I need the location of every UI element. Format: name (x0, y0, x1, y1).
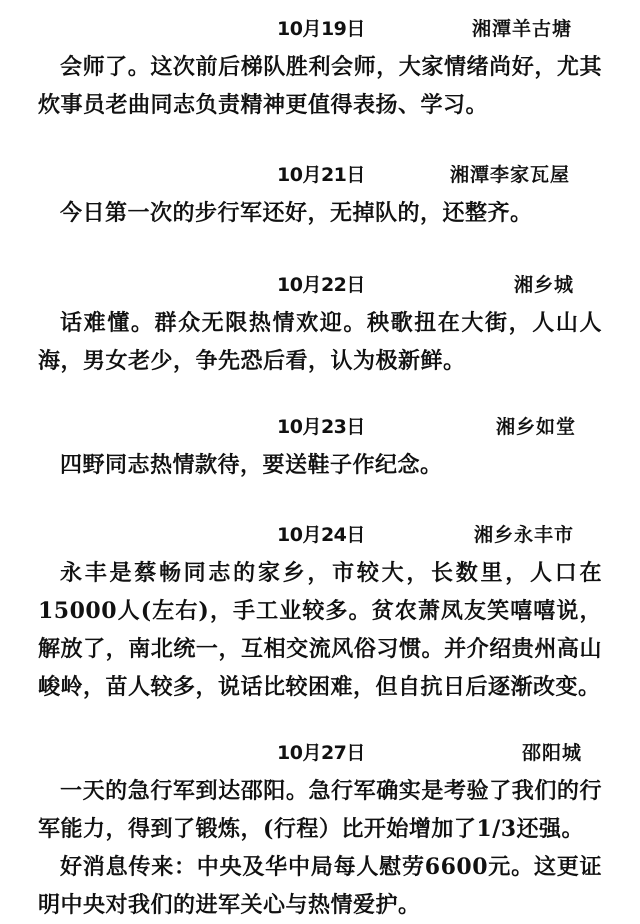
diary-entry (0, 270, 640, 380)
entry-place: 湘潭羊古塘 (472, 18, 573, 40)
entry-date: 10月23日 (277, 416, 365, 438)
entry-header (0, 738, 640, 772)
entry-header (0, 160, 640, 194)
diary-entry (0, 412, 640, 484)
diary-entry (0, 738, 640, 924)
entry-place: 邵阳城 (522, 742, 583, 764)
entry-paragraph: 四野同志热情款待，要送鞋子作纪念。 (60, 452, 443, 478)
entry-header (0, 270, 640, 304)
entry-paragraph: 一天的急行军到达邵阳。急行军确实是考验了我们的行军能力，得到了锻炼，(行程）比开始增加了1/3还强。 (38, 778, 602, 842)
entry-date: 10月21日 (277, 164, 365, 186)
entry-date: 10月27日 (277, 742, 365, 764)
entry-header (0, 14, 640, 48)
diary-entry (0, 160, 640, 232)
entry-paragraph: 永丰是蔡畅同志的家乡，市较大，长数里，人口在15000人(左右)，手工业较多。贫农萧凤友笑嘻嘻说，解放了，南北统一，互相交流风俗习惯。并介绍贵州高山峻岭，苗人较多，说话比较困难，但自抗日后逐渐改变。 (38, 560, 602, 700)
entry-header (0, 520, 640, 554)
entry-paragraph: 会师了。这次前后梯队胜利会师，大家情绪尚好，尤其炊事员老曲同志负责精神更值得表扬、学习。 (38, 54, 602, 118)
entry-header (0, 412, 640, 446)
entry-place: 湘乡永丰市 (474, 524, 575, 546)
entry-paragraph: 好消息传来：中央及华中局每人慰劳6600元。这更证明中央对我们的进军关心与热情爱护。 (38, 854, 602, 918)
entry-paragraph: 今日第一次的步行军还好，无掉队的，还整齐。 (60, 200, 533, 226)
entry-date: 10月24日 (277, 524, 365, 546)
entry-place: 湘潭李家瓦屋 (450, 164, 571, 186)
diary-entry (0, 14, 640, 124)
diary-entry (0, 520, 640, 706)
entry-place: 湘乡城 (514, 274, 575, 296)
entry-date: 10月22日 (277, 274, 365, 296)
entry-paragraph: 话难懂。群众无限热情欢迎。秧歌扭在大街，人山人海，男女老少，争先恐后看，认为极新鲜。 (38, 310, 602, 374)
entry-date: 10月19日 (277, 18, 365, 40)
entry-place: 湘乡如堂 (496, 416, 577, 438)
